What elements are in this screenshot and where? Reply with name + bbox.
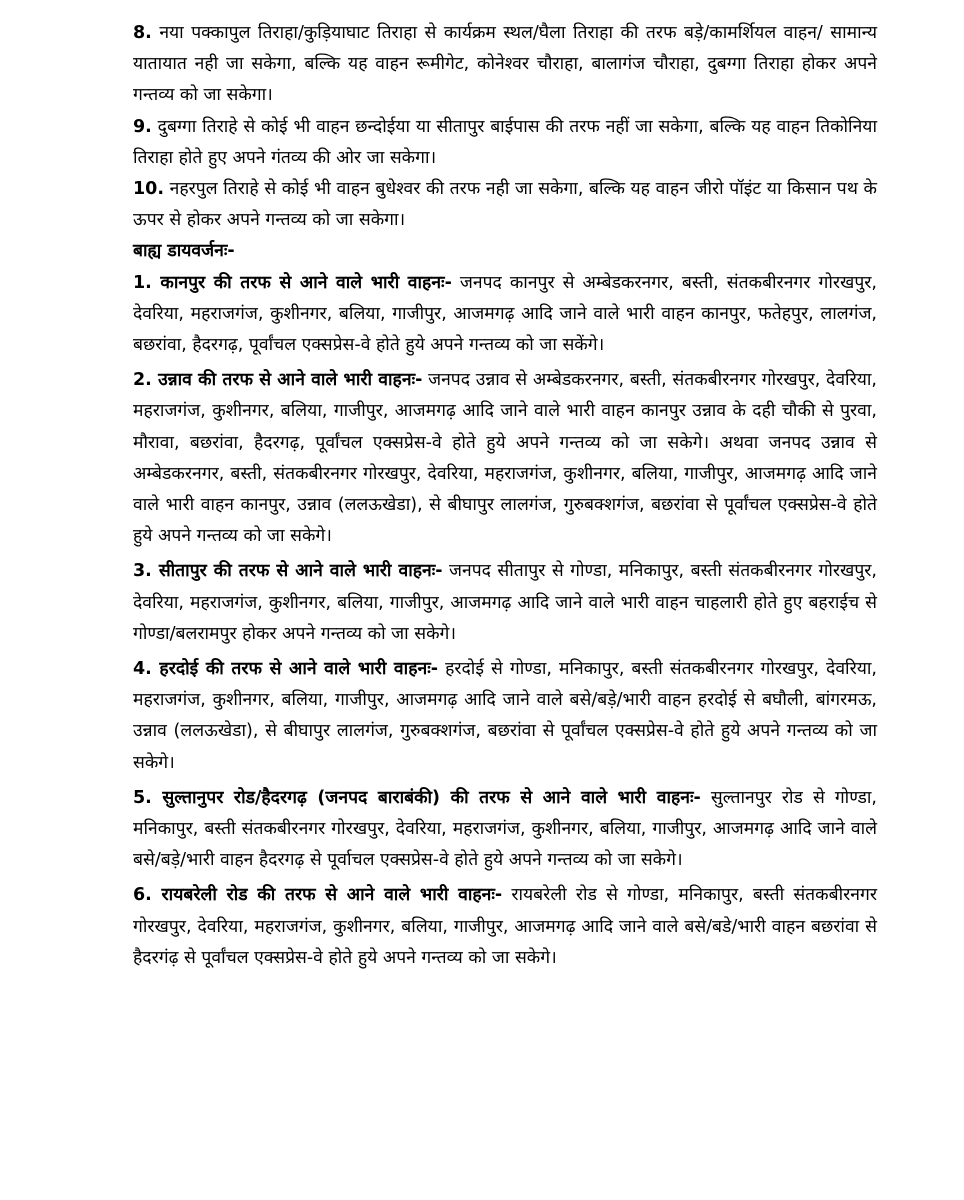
external-item-2 <box>133 365 877 552</box>
item-heading: 5. सुल्तानुपर रोड/हैदरगढ़ (जनपद बाराबंकी) की तरफ से आने वाले भारी वाहनः- <box>133 787 701 808</box>
item-number: 10. <box>133 179 165 200</box>
external-item-5 <box>133 783 877 877</box>
item-text: हरदोई से गोण्डा, मनिकापुर, बस्ती संतकबीरनगर गोरखपुर, देवरिया, महराजगंज, कुशीनगर, बलिया, गाजीपुर, आजमगढ़ आदि जाने वाले बसे/बड़े/भारी वाहन हरदोई से बघौली, बांगरमऊ, उन्नाव (ललऊखेडा), से बीघापुर लालगंज, गुरुबक्शगंज, बछरांवा से पूर्वांचल एक्सप्रेस-वे होते हुये अपने गन्तव्य को जा सकेगे। <box>133 659 877 773</box>
item-heading: 1. कानपुर की तरफ से आने वाले भारी वाहनः- <box>133 272 452 293</box>
external-item-6 <box>133 880 877 974</box>
section-title-external-diversion: बाह्य डायवर्जनः- <box>133 241 235 262</box>
item-text: सुल्तानपुर रोड से गोण्डा, मनिकापुर, बस्ती संतकबीरनगर गोरखपुर, देवरिया, महराजगंज, कुशीनगर, बलिया, गाजीपुर, आजमगढ़ आदि जाने वाले बसे/बड़े/भारी वाहन हैदरगढ़ से पूर्वाचल एक्सप्रेस-वे होते हुये अपने गन्तव्य को जा सकेगे। <box>133 787 877 871</box>
item-heading: 4. हरदोई की तरफ से आने वाले भारी वाहनः- <box>133 659 439 680</box>
item-heading: 3. सीतापुर की तरफ से आने वाले भारी वाहनः- <box>133 561 443 582</box>
item-text: जनपद उन्नाव से अम्बेडकरनगर, बस्ती, संतकबीरनगर गोरखपुर, देवरिया, महराजगंज, कुशीनगर, बलिया, गाजीपुर, आजमगढ़ आदि जाने वाले भारी वाहन कानपुर उन्नाव के दही चौकी से पुरवा, मौरावा, बछरांवा, हैदरगढ़, पूर्वांचल एक्सप्रेस-वे होते हुये अपने गन्तव्य को जा सकेगे। अथवा जनपद उन्नाव से अम्बेडकरनगर, बस्ती, संतकबीरनगर गोरखपुर, देवरिया, महराजगंज, कुशीनगर, बलिया, गाजीपुर, आजमगढ़ आदि जाने वाले भारी वाहन कानपुर, उन्नाव (ललऊखेडा), से बीघापुर लालगंज, गुरुबक्शगंज, बछरांवा से पूर्वांचल एक्सप्रेस-वे होते हुये अपने गन्तव्य को जा सकेगे। <box>133 370 877 547</box>
external-item-3 <box>133 556 877 650</box>
item-heading: 2. उन्नाव की तरफ से आने वाले भारी वाहनः- <box>133 370 423 391</box>
local-item-9 <box>133 112 877 174</box>
item-text: नया पक्कापुल तिराहा/कुड़ियाघाट तिराहा से कार्यक्रम स्थल/घैला तिराहा की तरफ बड़े/कामर्शियल वाहन/ सामान्य यातायात नही जा सकेगा, बल्कि यह वाहन रूमीगेट, कोनेश्वर चौराहा, बालागंज चौराहा, दुबग्गा तिराहा होकर अपने गन्तव्य को जा सकेगा। <box>133 23 877 106</box>
item-text: दुबग्गा तिराहे से कोई भी वाहन छन्दोईया या सीतापुर बाईपास की तरफ नहीं जा सकेगा, बल्कि यह वाहन तिकोनिया तिराहा होते हुए अपने गंतव्य की ओर जा सकेगा। <box>133 116 877 168</box>
external-item-1 <box>133 268 877 362</box>
local-item-8 <box>133 18 877 112</box>
item-text: जनपद सीतापुर से गोण्डा, मनिकापुर, बस्ती संतकबीरनगर गोरखपुर, देवरिया, महराजगंज, कुशीनगर, बलिया, गाजीपुर, आजमगढ़ आदि जाने वाले भारी वाहन चाहलारी होते हुए बहराईच से गोण्डा/बलरामपुर होकर अपने गन्तव्य को जा सकेगे। <box>133 561 877 644</box>
item-heading: 6. रायबरेली रोड की तरफ से आने वाले भारी वाहनः- <box>133 885 503 906</box>
item-text: रायबरेली रोड से गोण्डा, मनिकापुर, बस्ती संतकबीरनगर गोरखपुर, देवरिया, महराजगंज, कुशीनगर, बलिया, गाजीपुर, आजमगढ़ आदि जाने वाले बसे/बडे/भारी वाहन बछरांवा से हैदरगंढ़ से पूर्वांचल एक्सप्रेस-वे होते हुये अपने गन्तव्य को जा सकेगे। <box>133 885 877 968</box>
external-item-4 <box>133 654 877 779</box>
document-page <box>133 18 877 974</box>
item-number: 9. <box>133 116 152 137</box>
local-item-10 <box>133 174 877 236</box>
item-text: जनपद कानपुर से अम्बेडकरनगर, बस्ती, संतकबीरनगर गोरखपुर, देवरिया, महराजगंज, कुशीनगर, बलिया, गाजीपुर, आजमगढ़ आदि जाने वाले भारी वाहन कानपुर, फतेहपुर, लालगंज, बछरांवा, हैदरगढ़, पूर्वांचल एक्सप्रेस-वे होते हुये अपने गन्तव्य को जा सकेंगे। <box>133 272 877 356</box>
item-text: नहरपुल तिराहे से कोई भी वाहन बुधेश्वर की तरफ नही जा सकेगा, बल्कि यह वाहन जीरो पॉइंट या किसान पथ के ऊपर से होकर अपने गन्तव्य को जा सकेगा। <box>133 179 877 231</box>
item-number: 8. <box>133 23 152 43</box>
